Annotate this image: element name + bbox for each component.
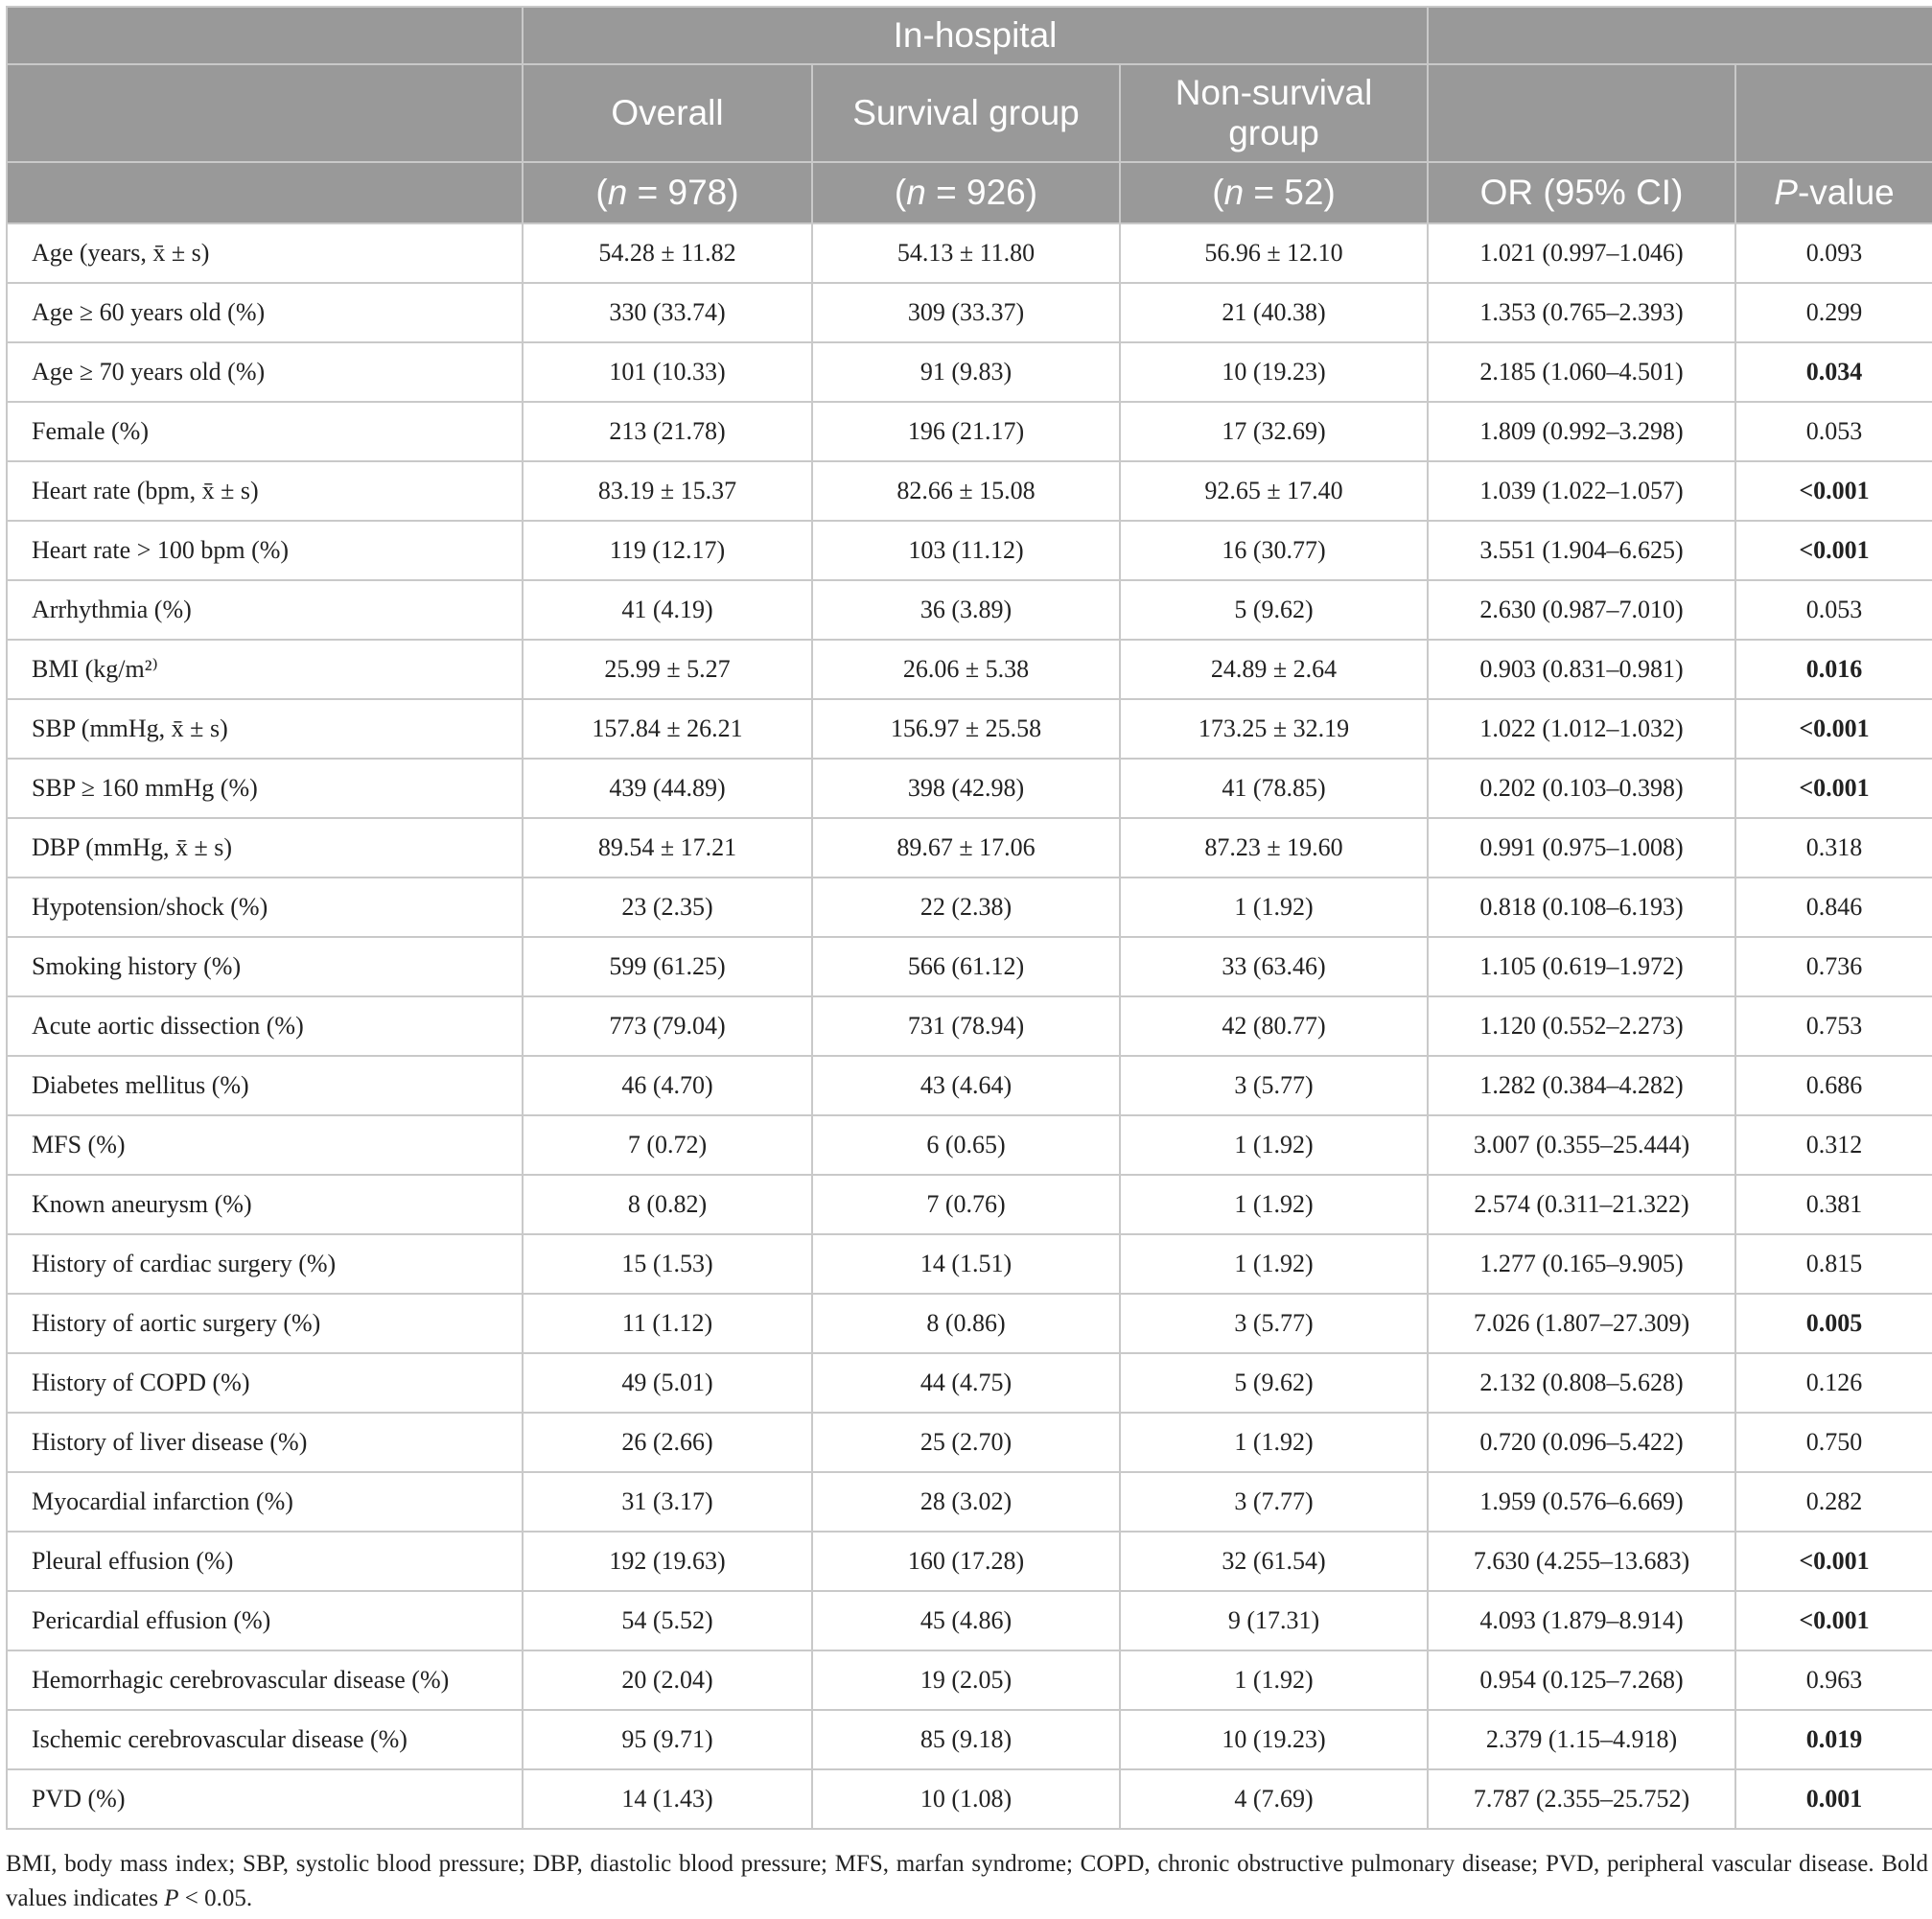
cell-survival: 22 (2.38): [812, 878, 1120, 937]
row-label: Heart rate (bpm, x̄ ± s): [7, 461, 523, 521]
cell-overall: 439 (44.89): [523, 759, 812, 818]
row-label: Known aneurysm (%): [7, 1175, 523, 1234]
cell-overall: 330 (33.74): [523, 283, 812, 342]
cell-or-ci: 2.630 (0.987–7.010): [1428, 580, 1735, 640]
cell-or-ci: 2.574 (0.311–21.322): [1428, 1175, 1735, 1234]
cell-overall: 23 (2.35): [523, 878, 812, 937]
cell-p-value: 0.846: [1735, 878, 1932, 937]
table-row: [7, 1413, 1932, 1472]
cell-p-value: 0.282: [1735, 1472, 1932, 1532]
table-row: [7, 878, 1932, 937]
table-row: [7, 1353, 1932, 1413]
table-row: [7, 342, 1932, 402]
cell-or-ci: 1.809 (0.992–3.298): [1428, 402, 1735, 461]
cell-survival: 103 (11.12): [812, 521, 1120, 580]
row-label: PVD (%): [7, 1769, 523, 1829]
cell-p-value: 0.381: [1735, 1175, 1932, 1234]
table-row: [7, 223, 1932, 283]
cell-or-ci: 1.277 (0.165–9.905): [1428, 1234, 1735, 1294]
cell-or-ci: 7.787 (2.355–25.752): [1428, 1769, 1735, 1829]
cell-or-ci: 1.353 (0.765–2.393): [1428, 283, 1735, 342]
cell-or-ci: 0.818 (0.108–6.193): [1428, 878, 1735, 937]
cell-overall: 49 (5.01): [523, 1353, 812, 1413]
cell-survival: 398 (42.98): [812, 759, 1120, 818]
table-header: [7, 7, 1932, 223]
cell-overall: 25.99 ± 5.27: [523, 640, 812, 699]
cell-nonsurvival: 10 (19.23): [1120, 1710, 1428, 1769]
cell-nonsurvival: 1 (1.92): [1120, 1413, 1428, 1472]
cell-overall: 20 (2.04): [523, 1650, 812, 1710]
row-label: Age ≥ 60 years old (%): [7, 283, 523, 342]
cell-overall: 46 (4.70): [523, 1056, 812, 1115]
data-table: [6, 6, 1932, 1830]
row-label: DBP (mmHg, x̄ ± s): [7, 818, 523, 878]
cell-or-ci: 1.105 (0.619–1.972): [1428, 937, 1735, 996]
cell-nonsurvival: 173.25 ± 32.19: [1120, 699, 1428, 759]
cell-survival: 25 (2.70): [812, 1413, 1120, 1472]
cell-nonsurvival: 33 (63.46): [1120, 937, 1428, 996]
cell-survival: 43 (4.64): [812, 1056, 1120, 1115]
cell-overall: 599 (61.25): [523, 937, 812, 996]
cell-or-ci: 0.991 (0.975–1.008): [1428, 818, 1735, 878]
cell-nonsurvival: 56.96 ± 12.10: [1120, 223, 1428, 283]
cell-or-ci: 2.379 (1.15–4.918): [1428, 1710, 1735, 1769]
cell-p-value: 0.093: [1735, 223, 1932, 283]
header-n-nonsurvival: (n = 52): [1120, 162, 1428, 223]
cell-nonsurvival: 1 (1.92): [1120, 1650, 1428, 1710]
cell-nonsurvival: 5 (9.62): [1120, 580, 1428, 640]
cell-p-value: <0.001: [1735, 1591, 1932, 1650]
cell-survival: 196 (21.17): [812, 402, 1120, 461]
cell-overall: 11 (1.12): [523, 1294, 812, 1353]
cell-p-value: 0.753: [1735, 996, 1932, 1056]
row-label: Pleural effusion (%): [7, 1532, 523, 1591]
table-row: [7, 402, 1932, 461]
cell-overall: 89.54 ± 17.21: [523, 818, 812, 878]
header-col-overall: Overall: [523, 64, 812, 162]
cell-p-value: <0.001: [1735, 759, 1932, 818]
cell-survival: 54.13 ± 11.80: [812, 223, 1120, 283]
cell-p-value: 0.815: [1735, 1234, 1932, 1294]
header-empty-cell: [1428, 64, 1735, 162]
table-row: [7, 699, 1932, 759]
cell-overall: 7 (0.72): [523, 1115, 812, 1175]
cell-or-ci: 3.007 (0.355–25.444): [1428, 1115, 1735, 1175]
cell-or-ci: 7.026 (1.807–27.309): [1428, 1294, 1735, 1353]
cell-nonsurvival: 9 (17.31): [1120, 1591, 1428, 1650]
row-label: Ischemic cerebrovascular disease (%): [7, 1710, 523, 1769]
header-n-survival: (n = 926): [812, 162, 1120, 223]
row-label: Female (%): [7, 402, 523, 461]
table-row: [7, 640, 1932, 699]
table-row: [7, 283, 1932, 342]
header-empty-cell: [7, 64, 523, 162]
cell-overall: 41 (4.19): [523, 580, 812, 640]
cell-p-value: 0.034: [1735, 342, 1932, 402]
table-row: [7, 1650, 1932, 1710]
cell-nonsurvival: 24.89 ± 2.64: [1120, 640, 1428, 699]
row-label: History of liver disease (%): [7, 1413, 523, 1472]
cell-or-ci: 3.551 (1.904–6.625): [1428, 521, 1735, 580]
cell-p-value: 0.019: [1735, 1710, 1932, 1769]
header-col-nonsurvival: Non-survival group: [1120, 64, 1428, 162]
header-group-in-hospital: In-hospital: [523, 7, 1428, 64]
table-row: [7, 1234, 1932, 1294]
row-label: Smoking history (%): [7, 937, 523, 996]
table-row: [7, 580, 1932, 640]
cell-nonsurvival: 32 (61.54): [1120, 1532, 1428, 1591]
cell-p-value: 0.053: [1735, 580, 1932, 640]
cell-overall: 101 (10.33): [523, 342, 812, 402]
cell-survival: 45 (4.86): [812, 1591, 1120, 1650]
header-empty-cell: [7, 7, 523, 64]
cell-overall: 192 (19.63): [523, 1532, 812, 1591]
cell-p-value: <0.001: [1735, 521, 1932, 580]
header-col-survival: Survival group: [812, 64, 1120, 162]
row-label: Arrhythmia (%): [7, 580, 523, 640]
table-body: [7, 223, 1932, 1829]
cell-p-value: <0.001: [1735, 699, 1932, 759]
header-col-p-value: P-value: [1735, 162, 1932, 223]
cell-overall: 14 (1.43): [523, 1769, 812, 1829]
cell-survival: 44 (4.75): [812, 1353, 1120, 1413]
cell-p-value: 0.963: [1735, 1650, 1932, 1710]
row-label: SBP ≥ 160 mmHg (%): [7, 759, 523, 818]
cell-survival: 7 (0.76): [812, 1175, 1120, 1234]
cell-p-value: 0.312: [1735, 1115, 1932, 1175]
row-label: Age ≥ 70 years old (%): [7, 342, 523, 402]
cell-p-value: 0.001: [1735, 1769, 1932, 1829]
cell-p-value: 0.016: [1735, 640, 1932, 699]
table-row: [7, 1472, 1932, 1532]
cell-survival: 26.06 ± 5.38: [812, 640, 1120, 699]
row-label: History of aortic surgery (%): [7, 1294, 523, 1353]
cell-nonsurvival: 1 (1.92): [1120, 1115, 1428, 1175]
row-label: BMI (kg/m²⁾: [7, 640, 523, 699]
cell-overall: 157.84 ± 26.21: [523, 699, 812, 759]
cell-overall: 83.19 ± 15.37: [523, 461, 812, 521]
table-row: [7, 1056, 1932, 1115]
cell-p-value: <0.001: [1735, 1532, 1932, 1591]
cell-overall: 213 (21.78): [523, 402, 812, 461]
row-label: SBP (mmHg, x̄ ± s): [7, 699, 523, 759]
table-row: [7, 1175, 1932, 1234]
row-label: Acute aortic dissection (%): [7, 996, 523, 1056]
header-col-or: OR (95% CI): [1428, 162, 1735, 223]
cell-survival: 89.67 ± 17.06: [812, 818, 1120, 878]
cell-or-ci: 7.630 (4.255–13.683): [1428, 1532, 1735, 1591]
cell-or-ci: 1.022 (1.012–1.032): [1428, 699, 1735, 759]
cell-survival: 14 (1.51): [812, 1234, 1120, 1294]
cell-nonsurvival: 1 (1.92): [1120, 1175, 1428, 1234]
cell-p-value: 0.686: [1735, 1056, 1932, 1115]
header-empty-cell: [7, 162, 523, 223]
cell-survival: 85 (9.18): [812, 1710, 1120, 1769]
table-row: [7, 1591, 1932, 1650]
table-row: [7, 461, 1932, 521]
cell-overall: 54 (5.52): [523, 1591, 812, 1650]
header-n-overall: (n = 978): [523, 162, 812, 223]
table-footnote: BMI, body mass index; SBP, systolic blood pressure; DBP, diastolic blood pressure; MFS, marfan syndrome; COPD, chronic obstructive pulmonary disease; PVD, peripheral vascular disease. Bold values indicates P < 0.05.: [6, 1851, 1928, 1911]
table-row: [7, 1710, 1932, 1769]
cell-survival: 6 (0.65): [812, 1115, 1120, 1175]
cell-p-value: 0.053: [1735, 402, 1932, 461]
cell-nonsurvival: 42 (80.77): [1120, 996, 1428, 1056]
cell-or-ci: 1.959 (0.576–6.669): [1428, 1472, 1735, 1532]
cell-nonsurvival: 10 (19.23): [1120, 342, 1428, 402]
cell-p-value: <0.001: [1735, 461, 1932, 521]
cell-overall: 773 (79.04): [523, 996, 812, 1056]
cell-p-value: 0.005: [1735, 1294, 1932, 1353]
row-label: Heart rate > 100 bpm (%): [7, 521, 523, 580]
cell-survival: 28 (3.02): [812, 1472, 1120, 1532]
cell-survival: 91 (9.83): [812, 342, 1120, 402]
cell-overall: 26 (2.66): [523, 1413, 812, 1472]
cell-nonsurvival: 4 (7.69): [1120, 1769, 1428, 1829]
cell-nonsurvival: 5 (9.62): [1120, 1353, 1428, 1413]
cell-p-value: 0.299: [1735, 283, 1932, 342]
cell-or-ci: 1.282 (0.384–4.282): [1428, 1056, 1735, 1115]
cell-nonsurvival: 17 (32.69): [1120, 402, 1428, 461]
cell-nonsurvival: 3 (5.77): [1120, 1294, 1428, 1353]
cell-overall: 15 (1.53): [523, 1234, 812, 1294]
table-row: [7, 759, 1932, 818]
cell-or-ci: 0.720 (0.096–5.422): [1428, 1413, 1735, 1472]
header-empty-cell: [1735, 64, 1932, 162]
row-label: MFS (%): [7, 1115, 523, 1175]
table-row: [7, 1532, 1932, 1591]
table-row: [7, 818, 1932, 878]
cell-p-value: 0.750: [1735, 1413, 1932, 1472]
cell-nonsurvival: 92.65 ± 17.40: [1120, 461, 1428, 521]
cell-overall: 31 (3.17): [523, 1472, 812, 1532]
table-row: [7, 1769, 1932, 1829]
table-row: [7, 996, 1932, 1056]
header-empty-cell: [1428, 7, 1932, 64]
cell-survival: 10 (1.08): [812, 1769, 1120, 1829]
cell-nonsurvival: 21 (40.38): [1120, 283, 1428, 342]
cell-or-ci: 1.039 (1.022–1.057): [1428, 461, 1735, 521]
cell-nonsurvival: 41 (78.85): [1120, 759, 1428, 818]
cell-or-ci: 1.120 (0.552–2.273): [1428, 996, 1735, 1056]
row-label: Age (years, x̄ ± s): [7, 223, 523, 283]
cell-nonsurvival: 87.23 ± 19.60: [1120, 818, 1428, 878]
cell-survival: 731 (78.94): [812, 996, 1120, 1056]
cell-overall: 54.28 ± 11.82: [523, 223, 812, 283]
row-label: Myocardial infarction (%): [7, 1472, 523, 1532]
cell-survival: 82.66 ± 15.08: [812, 461, 1120, 521]
table-row: [7, 1294, 1932, 1353]
table-row: [7, 1115, 1932, 1175]
cell-nonsurvival: 1 (1.92): [1120, 1234, 1428, 1294]
cell-p-value: 0.318: [1735, 818, 1932, 878]
cell-or-ci: 2.132 (0.808–5.628): [1428, 1353, 1735, 1413]
cell-or-ci: 0.954 (0.125–7.268): [1428, 1650, 1735, 1710]
cell-survival: 309 (33.37): [812, 283, 1120, 342]
cell-nonsurvival: 1 (1.92): [1120, 878, 1428, 937]
cell-p-value: 0.126: [1735, 1353, 1932, 1413]
cell-nonsurvival: 3 (5.77): [1120, 1056, 1428, 1115]
cell-or-ci: 1.021 (0.997–1.046): [1428, 223, 1735, 283]
cell-or-ci: 2.185 (1.060–4.501): [1428, 342, 1735, 402]
cell-overall: 95 (9.71): [523, 1710, 812, 1769]
cell-or-ci: 4.093 (1.879–8.914): [1428, 1591, 1735, 1650]
table-row: [7, 937, 1932, 996]
row-label: Diabetes mellitus (%): [7, 1056, 523, 1115]
cell-overall: 8 (0.82): [523, 1175, 812, 1234]
row-label: Pericardial effusion (%): [7, 1591, 523, 1650]
cell-or-ci: 0.202 (0.103–0.398): [1428, 759, 1735, 818]
cell-survival: 566 (61.12): [812, 937, 1120, 996]
table-row: [7, 521, 1932, 580]
cell-or-ci: 0.903 (0.831–0.981): [1428, 640, 1735, 699]
cell-p-value: 0.736: [1735, 937, 1932, 996]
cell-survival: 160 (17.28): [812, 1532, 1120, 1591]
cell-overall: 119 (12.17): [523, 521, 812, 580]
cell-nonsurvival: 3 (7.77): [1120, 1472, 1428, 1532]
row-label: History of COPD (%): [7, 1353, 523, 1413]
cell-survival: 36 (3.89): [812, 580, 1120, 640]
cell-survival: 19 (2.05): [812, 1650, 1120, 1710]
cell-nonsurvival: 16 (30.77): [1120, 521, 1428, 580]
row-label: History of cardiac surgery (%): [7, 1234, 523, 1294]
row-label: Hypotension/shock (%): [7, 878, 523, 937]
row-label: Hemorrhagic cerebrovascular disease (%): [7, 1650, 523, 1710]
cell-survival: 8 (0.86): [812, 1294, 1120, 1353]
cell-survival: 156.97 ± 25.58: [812, 699, 1120, 759]
